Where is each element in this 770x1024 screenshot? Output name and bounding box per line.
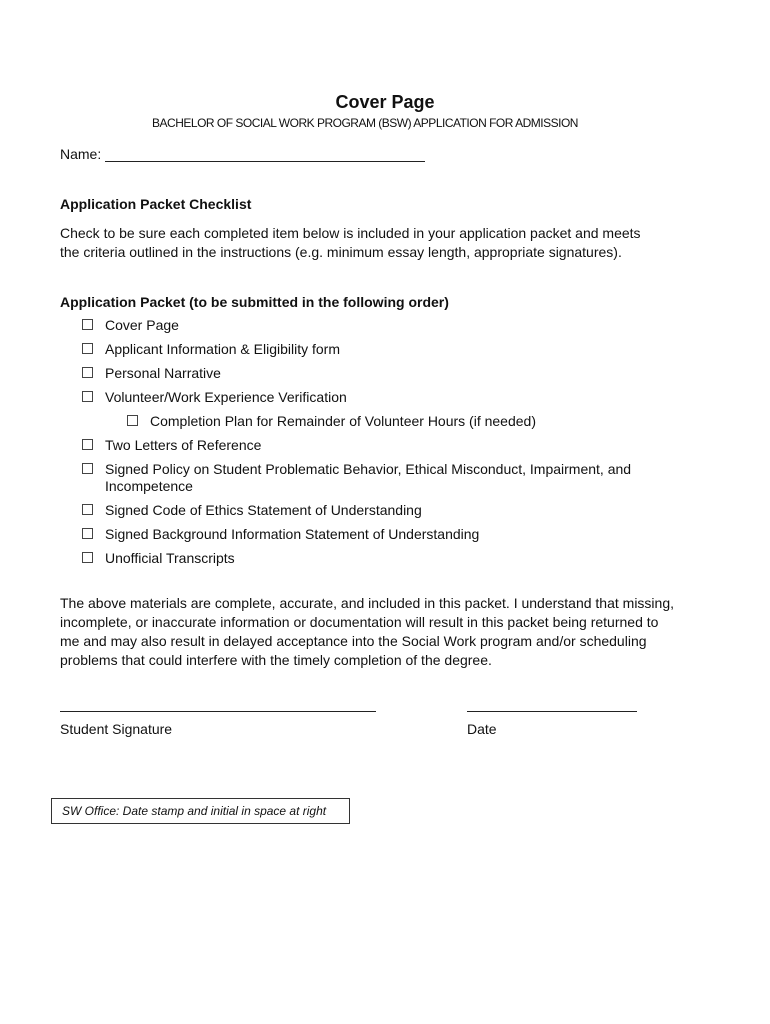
checkbox[interactable] [82,504,93,515]
page-title: Cover Page [335,92,435,112]
packet-heading: Application Packet (to be submitted in the following order) [60,294,449,310]
checklist-item-letters-of-reference[interactable] [82,437,682,454]
checklist-item-label: Signed Background Information Statement of Understanding [105,526,480,542]
checklist-item-label: Signed Code of Ethics Statement of Understanding [105,502,422,518]
checklist-item-experience-verification[interactable] [82,389,682,406]
checklist-heading: Application Packet Checklist [60,196,252,212]
checklist-item-cover-page[interactable] [82,317,682,334]
checklist-item-label: Personal Narrative [105,365,221,381]
checklist-item-label: Unofficial Transcripts [105,550,235,566]
checklist-item-background-info[interactable] [82,526,682,543]
agreement-statement: The above materials are complete, accurate, and included in this packet. I understand that missing, incomplete, or inaccurate information or documentation will result in this packet being returned to me and may also result in delayed acceptance into the Social Work program and/or scheduling problems that could interfere with the timely completion of the degree. [60,595,675,668]
checklist-item-signed-policy[interactable] [82,461,682,495]
checklist-item-label: Two Letters of Reference [105,437,262,453]
checkbox[interactable] [82,319,93,330]
checkbox[interactable] [82,552,93,563]
checkbox[interactable] [82,528,93,539]
name-label: Name: [60,146,102,162]
checklist-item-completion-plan[interactable] [82,413,682,430]
checkbox[interactable] [127,415,138,426]
checklist-instructions: Check to be sure each completed item below is included in your application packet and meets the criteria outlined in the instructions (e.g. minimum essay length, appropriate signatures). [60,225,641,260]
checklist-item-personal-narrative[interactable] [82,365,682,382]
name-field[interactable] [105,147,425,162]
page-subtitle: BACHELOR OF SOCIAL WORK PROGRAM (BSW) APPLICATION FOR ADMISSION [152,116,578,130]
student-signature-label: Student Signature [60,721,173,737]
checkbox[interactable] [82,463,93,474]
date-line[interactable] [467,711,637,712]
checklist-item-label: Volunteer/Work Experience Verification [105,389,347,405]
checklist-item-label: Completion Plan for Remainder of Volunteer Hours (if needed) [150,413,536,429]
packet-checklist [82,317,682,574]
date-label: Date [467,721,497,737]
checkbox[interactable] [82,439,93,450]
checkbox[interactable] [82,343,93,354]
checklist-item-label: Applicant Information & Eligibility form [105,341,340,357]
office-note-box: SW Office: Date stamp and initial in space at right [51,798,350,824]
checklist-item-transcripts[interactable] [82,550,682,567]
checkbox[interactable] [82,391,93,402]
checklist-item-code-of-ethics[interactable] [82,502,682,519]
checkbox[interactable] [82,367,93,378]
checklist-item-applicant-info[interactable] [82,341,682,358]
name-row [60,146,425,162]
checklist-item-label: Cover Page [105,317,179,333]
checklist-item-label: Signed Policy on Student Problematic Behavior, Ethical Misconduct, Impairment, and Incompetence [105,461,632,494]
student-signature-line[interactable] [60,711,376,712]
